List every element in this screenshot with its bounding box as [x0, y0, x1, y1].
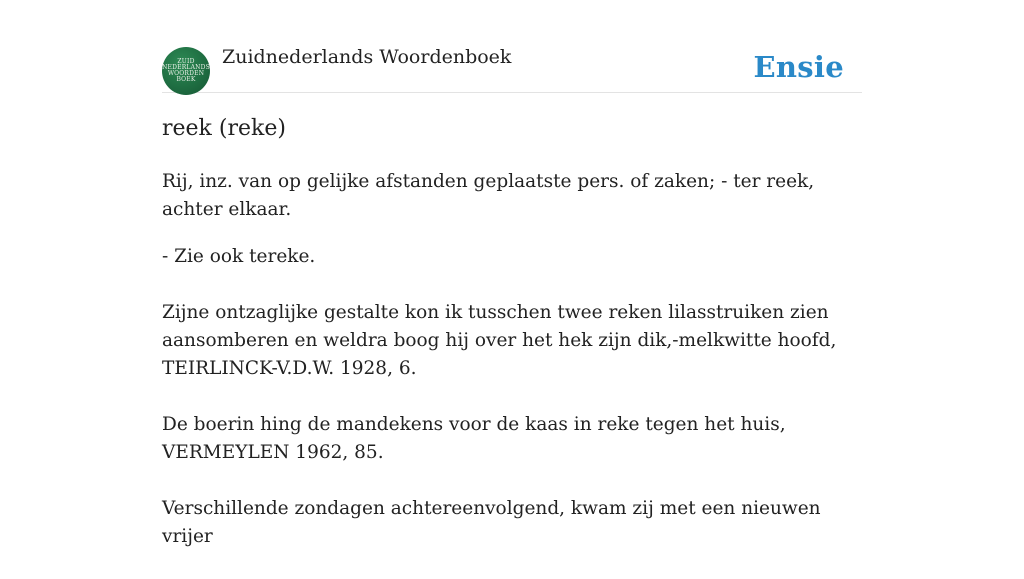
- header: [162, 0, 862, 93]
- source-name-link[interactable]: Zuidnederlands Woordenboek: [222, 46, 512, 68]
- page-title: reek (reke): [162, 116, 286, 141]
- dictionary-logo[interactable]: [162, 47, 210, 95]
- entry-content: [162, 168, 852, 579]
- page: [162, 0, 862, 547]
- example-quote: Zijne ontzaglijke gestalte kon ik tusschen twee reken lilasstruiken zien aansomberen en weldra boog hij over het hek zijn dik,-melkwitte hoofd, TEIRLINCK-V.D.W. 1928, 6.: [162, 302, 837, 379]
- example-quote: De boerin hing de mandekens voor de kaas in reke tegen het huis, VERMEYLEN 1962, 85.: [162, 414, 786, 463]
- logo-line: WOORDEN: [167, 70, 205, 77]
- logo-line: BOEK: [176, 76, 196, 83]
- definition-text: Rij, inz. van op gelijke afstanden geplaatste pers. of zaken; - ter reek, achter elkaar.: [162, 171, 815, 220]
- see-also-text: - Zie ook tereke.: [162, 246, 316, 267]
- logo-line: NEDERLANDS: [162, 64, 210, 71]
- logo-line: ZUID: [177, 58, 195, 65]
- example-quote: Verschillende zondagen achtereenvolgend, kwam zij met een nieuwen vrijer: [162, 498, 821, 547]
- ensie-logo[interactable]: Ensie: [753, 50, 844, 84]
